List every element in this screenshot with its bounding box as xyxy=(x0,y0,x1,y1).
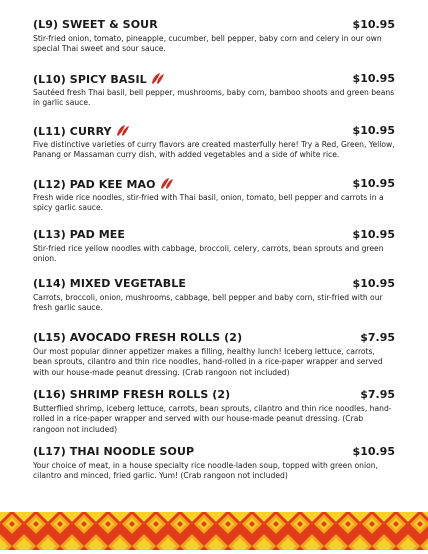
item-price: $10.95 xyxy=(352,228,395,241)
item-name: (L16) SHRIMP FRESH ROLLS (2) xyxy=(33,388,231,401)
chili-pepper-icon xyxy=(159,177,175,194)
item-price: $10.95 xyxy=(352,277,395,290)
item-description: Butterflied shrimp, iceberg lettuce, carrots, bean sprouts, cilantro and thin rice noodles, hand-rolled in a rice-paper wrapper and served with our house-made peanut dressing. (Crab rangoon not included) xyxy=(33,404,392,434)
item-name: (L13) PAD MEE xyxy=(33,228,126,241)
menu-item-l14 xyxy=(33,277,395,314)
menu-item-l13 xyxy=(33,228,395,265)
item-price: $10.95 xyxy=(352,18,395,31)
menu-item-l12 xyxy=(33,177,395,214)
item-description: Stir-fried rice yellow noodles with cabbage, broccoli, celery, carrots, bean sprouts and green onion. xyxy=(33,244,384,264)
item-name: (L14) MIXED VEGETABLE xyxy=(33,277,186,290)
chili-pepper-icon xyxy=(150,72,166,89)
item-name: (L10) SPICY BASIL xyxy=(33,72,166,89)
menu-item-l15 xyxy=(33,331,395,378)
item-description: Carrots, broccoli, onion, mushrooms, cabbage, bell pepper and baby corn, stir-fried with our fresh garlic sauce. xyxy=(33,293,383,313)
item-name: (L9) SWEET & SOUR xyxy=(33,18,158,31)
item-name: (L17) THAI NOODLE SOUP xyxy=(33,445,195,458)
item-description: Our most popular dinner appetizer makes a filling, healthy lunch! Iceberg lettuce, carrots, bean sprouts, cilantro and thin rice noodles, hand-rolled in a rice-paper wrapper and served with our house-made peanut dressing. (Crab rangoon not included) xyxy=(33,347,383,377)
item-name: (L15) AVOCADO FRESH ROLLS (2) xyxy=(33,331,243,344)
item-price: $10.95 xyxy=(352,445,395,458)
item-description: Stir-fried onion, tomato, pineapple, cucumber, bell pepper, baby corn and celery in our own special Thai sweet and sour sauce. xyxy=(33,34,382,54)
item-price: $7.95 xyxy=(360,331,395,344)
chili-pepper-icon xyxy=(115,124,131,141)
menu-item-l16 xyxy=(33,388,395,435)
item-name: (L11) CURRY xyxy=(33,124,131,141)
item-name: (L12) PAD KEE MAO xyxy=(33,177,175,194)
menu-item-l17 xyxy=(33,445,395,482)
item-description: Your choice of meat, in a house specialty rice noodle-laden soup, topped with green onion, cilantro and minced, fried garlic. Yum! (Crab rangoon not included) xyxy=(33,461,378,481)
decorative-thai-pattern-border xyxy=(0,512,428,550)
item-price: $10.95 xyxy=(352,124,395,137)
item-price: $7.95 xyxy=(360,388,395,401)
menu-item-l11 xyxy=(33,124,395,161)
item-price: $10.95 xyxy=(352,177,395,190)
item-description: Fresh wide rice noodles, stir-fried with Thai basil, onion, tomato, bell pepper and carrots in a spicy garlic sauce. xyxy=(33,193,384,213)
item-price: $10.95 xyxy=(352,72,395,85)
menu-item-l10 xyxy=(33,72,395,109)
item-description: Five distinctive varieties of curry flavors are created masterfully here! Try a Red, Green, Yellow, Panang or Massaman curry dish, with added vegetables and a side of white rice. xyxy=(33,140,395,160)
menu-item-l9 xyxy=(33,18,395,55)
item-description: Sautéed fresh Thai basil, bell pepper, mushrooms, baby corn, bamboo shoots and green beans in garlic sauce. xyxy=(33,88,395,108)
